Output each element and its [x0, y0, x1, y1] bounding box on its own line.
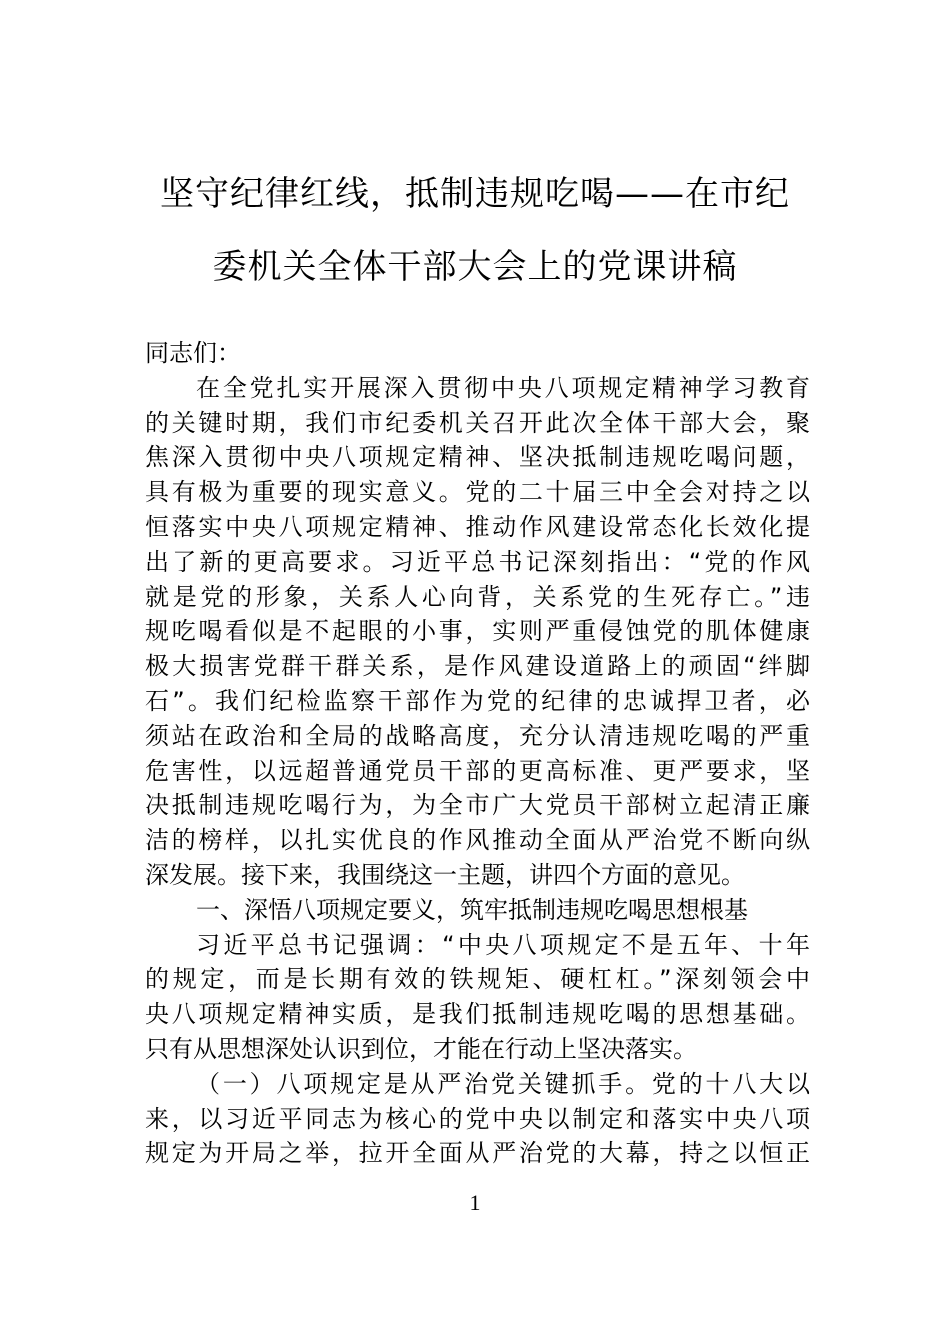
body-line: 焦深入贯彻中央八项规定精神、坚决抵制违规吃喝问题， — [145, 443, 810, 472]
page-number: 1 — [469, 1190, 481, 1215]
body-line: 石”。我们纪检监察干部作为党的纪律的忠诚捍卫者，必 — [145, 686, 810, 715]
body-line: 极大损害党群干群关系，是作风建设道路上的顽固“绊脚 — [145, 652, 810, 681]
body-line: 习近平总书记强调：“中央八项规定不是五年、十年 — [196, 930, 810, 959]
body-line: 来，以习近平同志为核心的党中央以制定和落实中央八项 — [145, 1104, 810, 1133]
body-line: 就是党的形象，关系人心向背，关系党的生死存亡。”违 — [145, 582, 810, 611]
salutation: 同志们： — [145, 339, 241, 367]
body-line: 决抵制违规吃喝行为，为全市广大党员干部树立起清正廉 — [145, 791, 810, 820]
document-body — [145, 336, 810, 1171]
body-line: 在全党扎实开展深入贯彻中央八项规定精神学习教育 — [196, 373, 810, 402]
body-line: 只有从思想深处认识到位，才能在行动上坚决落实。 — [145, 1034, 697, 1063]
body-line: 的关键时期，我们市纪委机关召开此次全体干部大会，聚 — [145, 408, 810, 437]
document-title-line-2: 委机关全体干部大会上的党课讲稿 — [212, 247, 738, 287]
body-line: 危害性，以远超普通党员干部的更高标准、更严要求，坚 — [145, 756, 810, 785]
body-line: 须站在政治和全局的战略高度，充分认清违规吃喝的严重 — [145, 721, 810, 750]
body-line: 深发展。接下来，我围绕这一主题，讲四个方面的意见。 — [145, 860, 745, 889]
body-line: 出了新的更高要求。习近平总书记深刻指出：“党的作风 — [145, 547, 810, 576]
body-line: 洁的榜样，以扎实优良的作风推动全面从严治党不断向纵 — [145, 826, 810, 855]
body-line: 央八项规定精神实质，是我们抵制违规吃喝的思想基础。 — [145, 1000, 810, 1029]
body-line: 的规定，而是长期有效的铁规矩、硬杠杠。”深刻领会中 — [145, 965, 810, 994]
subsection-line: （一）八项规定是从严治党关键抓手。党的十八大以 — [196, 1069, 810, 1098]
section-heading: 一、深悟八项规定要义，筑牢抵制违规吃喝思想根基 — [196, 895, 748, 924]
body-line: 规定为开局之举，拉开全面从严治党的大幕，持之以恒正 — [145, 1139, 810, 1168]
body-line: 恒落实中央八项规定精神、推动作风建设常态化长效化提 — [145, 512, 810, 541]
body-line: 规吃喝看似是不起眼的小事，实则严重侵蚀党的肌体健康 — [145, 617, 810, 646]
body-line: 具有极为重要的现实意义。党的二十届三中全会对持之以 — [145, 478, 810, 507]
document-title-line-1: 坚守纪律红线，抵制违规吃喝——在市纪 — [160, 174, 790, 214]
